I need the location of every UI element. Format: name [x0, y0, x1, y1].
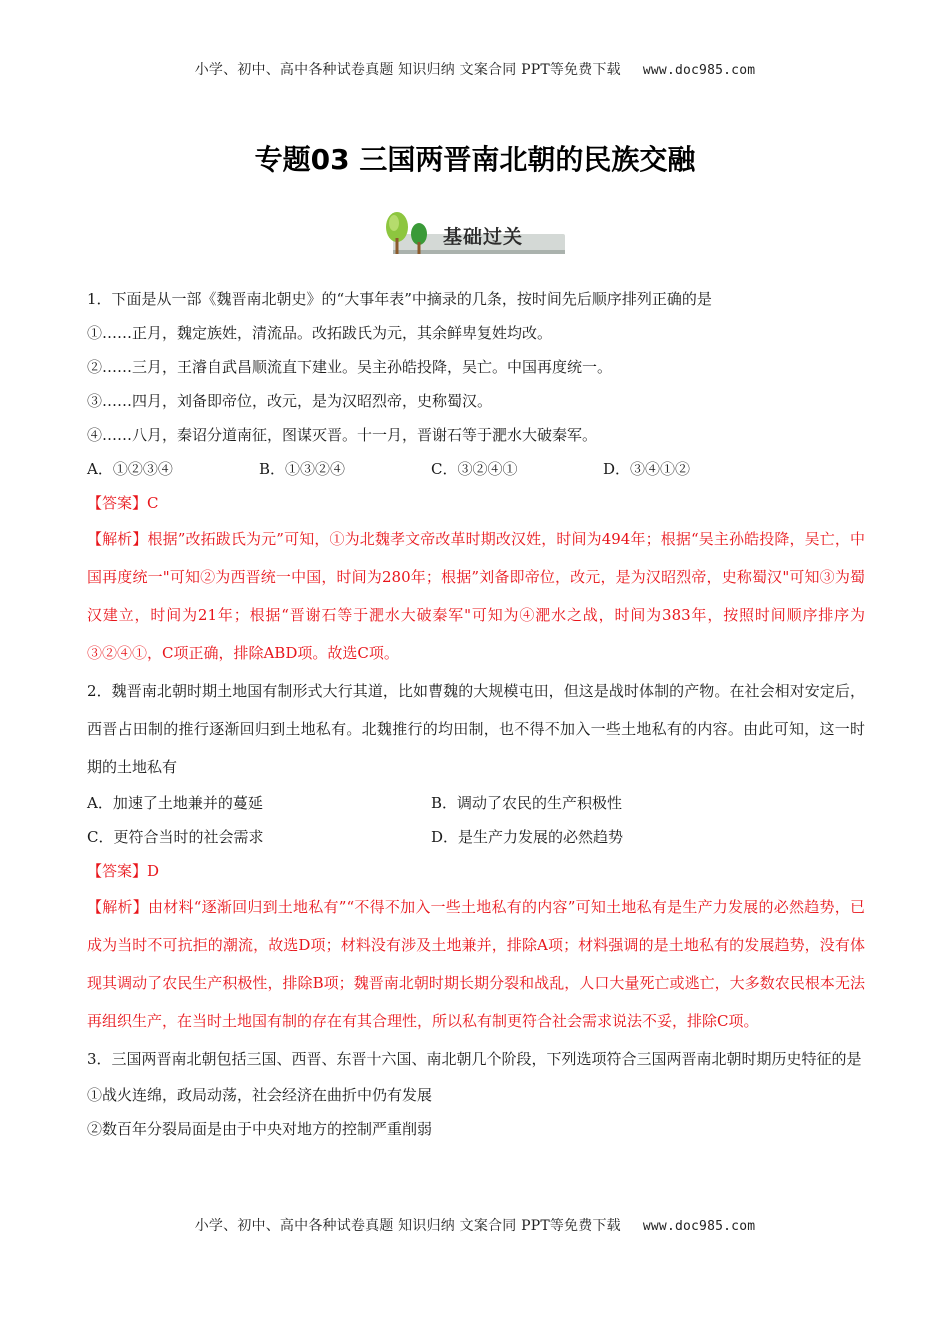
event-item: ①……正月，魏定族姓，清流品。改拓跋氏为元，其余鲜卑复姓均改。 [87, 324, 553, 342]
page-header [0, 59, 950, 79]
question-stem: 3．三国两晋南北朝包括三国、西晋、东晋十六国、南北朝几个阶段，下列选项符合三国两晋南北朝时期历史特征的是 [87, 1050, 862, 1068]
answer-value: C [147, 494, 159, 512]
question-2 [87, 672, 865, 1040]
event-item: ④……八月，秦诏分道南征，图谋灭晋。十一月，晋谢石等于淝水大破秦军。 [87, 426, 598, 444]
statement-item: ①战火连绵，政局动荡，社会经济在曲折中仍有发展 [87, 1086, 433, 1104]
option-b[interactable]: B．调动了农民的生产积极性 [431, 794, 623, 812]
footer-text: 小学、初中、高中各种试卷真题 知识归纳 文案合同 PPT等免费下载 [194, 1218, 621, 1234]
section-banner [379, 208, 571, 256]
option-a[interactable]: A．①②③④ [87, 460, 173, 478]
option-c[interactable]: C．③②④① [431, 460, 518, 478]
statement-item: ②数百年分裂局面是由于中央对地方的控制严重削弱 [87, 1120, 433, 1138]
options-row [87, 452, 865, 486]
option-a[interactable]: A．加速了土地兼并的蔓延 [87, 794, 263, 812]
tree-icon [379, 208, 439, 256]
option-d[interactable]: D．③④①② [603, 460, 691, 478]
answer-value: D [147, 862, 160, 880]
analysis-tag: 【解析】 [87, 530, 148, 548]
options-row [87, 786, 865, 820]
options-row [87, 820, 865, 854]
event-item: ③……四月，刘备即帝位，改元，是为汉昭烈帝，史称蜀汉。 [87, 392, 493, 410]
analysis [87, 520, 865, 672]
answer-line [87, 486, 865, 520]
header-text: 小学、初中、高中各种试卷真题 知识归纳 文案合同 PPT等免费下载 [194, 62, 621, 78]
page-footer [0, 1215, 950, 1235]
analysis-text: 由材料“逐渐回归到土地私有”“不得不加入一些土地私有的内容”可知土地私有是生产力发展的必然趋势，已成为当时不可抗拒的潮流，故选D项；材料没有涉及土地兼并，排除A项；材料强调的是土地私有的发展趋势，没有体现其调动了农民生产积极性，排除B项；魏晋南北朝时期长期分裂和战乱，人口大量死亡或逃亡，大多数农民根本无法再组织生产，在当时土地国有制的存在有其合理性，所以私有制更符合社会需求说法不妥，排除C项。 [87, 898, 865, 1030]
question-stem: 2．魏晋南北朝时期土地国有制形式大行其道，比如曹魏的大规模屯田，但这是战时体制的产物。在社会相对安定后，西晋占田制的推行逐渐回归到土地私有。北魏推行的均田制，也不得不加入一些土地私有的内容。由此可知，这一时期的土地私有 [87, 682, 865, 776]
event-item: ②……三月，王濬自武昌顺流直下建业。吴主孙皓投降，吴亡。中国再度统一。 [87, 358, 613, 376]
option-b[interactable]: B．①③②④ [259, 460, 346, 478]
answer-tag: 【答案】 [87, 862, 148, 880]
question-list [87, 282, 865, 1146]
answer-tag: 【答案】 [87, 494, 148, 512]
header-url[interactable]: www.doc985.com [642, 63, 756, 78]
option-d[interactable]: D．是生产力发展的必然趋势 [431, 828, 624, 846]
question-1 [87, 282, 865, 672]
document-title: 专题03 三国两晋南北朝的民族交融 [254, 143, 696, 176]
option-c[interactable]: C．更符合当时的社会需求 [87, 828, 264, 846]
question-stem: 1．下面是从一部《魏晋南北朝史》的“大事年表”中摘录的几条，按时间先后顺序排列正确的是 [87, 290, 712, 308]
banner-label: 基础过关 [443, 226, 524, 248]
answer-line [87, 854, 865, 888]
analysis-tag: 【解析】 [87, 898, 148, 916]
analysis-text: 根据”改拓跋氏为元”可知，①为北魏孝文帝改革时期改汉姓，时间为494年；根据“吴主孙皓投降，吴亡，中国再度统一"可知②为西晋统一中国，时间为280年；根据”刘备即帝位，改元，是为汉昭烈帝，史称蜀汉"可知③为蜀汉建立，时间为21年；根据“晋谢石等于淝水大破秦军"可知为④淝水之战，时间为383年，按照时间顺序排序为③②④①，C项正确，排除ABD项。故选C项。 [87, 530, 865, 662]
question-3 [87, 1040, 865, 1146]
footer-url[interactable]: www.doc985.com [642, 1219, 756, 1234]
analysis [87, 888, 865, 1040]
